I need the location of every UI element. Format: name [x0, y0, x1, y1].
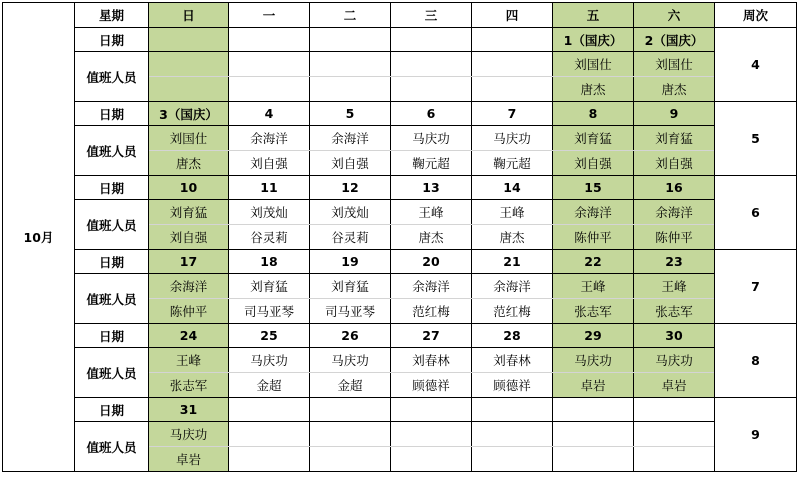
date-cell-sat: 9 [634, 102, 715, 126]
duty-person1-sat: 马庆功 [634, 348, 715, 373]
duty-person2-tue: 刘自强 [310, 151, 391, 176]
date-cell-fri: 29 [553, 324, 634, 348]
duty-person2-mon [229, 77, 310, 102]
duty-person2-sat: 刘自强 [634, 151, 715, 176]
duty-row-primary [3, 200, 797, 225]
duty-person1-thu: 王峰 [472, 200, 553, 225]
duty-person2-wed [391, 447, 472, 472]
duty-person1-tue: 马庆功 [310, 348, 391, 373]
duty-row-primary [3, 348, 797, 373]
day-header-sun: 日 [149, 3, 229, 28]
day-header-wed: 三 [391, 3, 472, 28]
month-cell: 10月 [3, 3, 75, 472]
duty-person2-mon: 谷灵莉 [229, 225, 310, 250]
date-cell-thu: 7 [472, 102, 553, 126]
duty-label: 值班人员 [75, 200, 149, 250]
date-label: 日期 [75, 102, 149, 126]
duty-person2-sun [149, 77, 229, 102]
duty-person2-fri: 刘自强 [553, 151, 634, 176]
duty-person1-wed [391, 422, 472, 447]
duty-person1-fri: 马庆功 [553, 348, 634, 373]
date-cell-wed: 20 [391, 250, 472, 274]
date-cell-mon [229, 398, 310, 422]
duty-person1-fri: 余海洋 [553, 200, 634, 225]
duty-person1-sun: 刘育猛 [149, 200, 229, 225]
duty-person2-sun: 卓岩 [149, 447, 229, 472]
date-cell-sat: 16 [634, 176, 715, 200]
duty-person1-tue: 余海洋 [310, 126, 391, 151]
date-cell-sat: 23 [634, 250, 715, 274]
duty-person1-sat: 余海洋 [634, 200, 715, 225]
date-label: 日期 [75, 398, 149, 422]
duty-row-primary [3, 126, 797, 151]
duty-person1-sat: 王峰 [634, 274, 715, 299]
date-label: 日期 [75, 324, 149, 348]
duty-person2-mon: 金超 [229, 373, 310, 398]
duty-person1-thu [472, 52, 553, 77]
date-cell-sun: 24 [149, 324, 229, 348]
duty-person2-sat: 陈仲平 [634, 225, 715, 250]
duty-person2-tue: 金超 [310, 373, 391, 398]
duty-person2-thu: 顾德祥 [472, 373, 553, 398]
duty-row-primary [3, 274, 797, 299]
duty-person2-thu: 唐杰 [472, 225, 553, 250]
date-cell-thu [472, 398, 553, 422]
duty-person2-thu [472, 77, 553, 102]
duty-person2-sun: 刘自强 [149, 225, 229, 250]
date-cell-fri: 22 [553, 250, 634, 274]
duty-person1-thu: 马庆功 [472, 126, 553, 151]
duty-person1-sun [149, 52, 229, 77]
date-cell-sat: 2（国庆） [634, 28, 715, 52]
duty-person2-thu: 鞠元超 [472, 151, 553, 176]
duty-person1-thu [472, 422, 553, 447]
day-header-tue: 二 [310, 3, 391, 28]
duty-person1-wed: 马庆功 [391, 126, 472, 151]
duty-person1-sat: 刘育猛 [634, 126, 715, 151]
date-cell-sun [149, 28, 229, 52]
date-cell-sat [634, 398, 715, 422]
duty-person1-thu: 刘春林 [472, 348, 553, 373]
date-cell-tue [310, 28, 391, 52]
duty-person2-tue: 谷灵莉 [310, 225, 391, 250]
date-cell-thu [472, 28, 553, 52]
duty-person2-sat: 唐杰 [634, 77, 715, 102]
duty-person1-mon: 刘茂灿 [229, 200, 310, 225]
duty-person2-fri: 卓岩 [553, 373, 634, 398]
duty-person1-thu: 余海洋 [472, 274, 553, 299]
day-header-sat: 六 [634, 3, 715, 28]
duty-person1-tue: 刘茂灿 [310, 200, 391, 225]
duty-label: 值班人员 [75, 422, 149, 472]
date-cell-mon: 25 [229, 324, 310, 348]
duty-person2-tue [310, 447, 391, 472]
date-cell-mon: 4 [229, 102, 310, 126]
duty-person2-thu [472, 447, 553, 472]
date-label: 日期 [75, 28, 149, 52]
date-cell-thu: 21 [472, 250, 553, 274]
duty-schedule-table [2, 2, 797, 472]
date-cell-wed: 13 [391, 176, 472, 200]
date-cell-mon: 18 [229, 250, 310, 274]
date-cell-tue: 5 [310, 102, 391, 126]
date-cell-tue: 26 [310, 324, 391, 348]
duty-person2-sat: 张志军 [634, 299, 715, 324]
date-cell-mon: 11 [229, 176, 310, 200]
date-row [3, 102, 797, 126]
date-label: 日期 [75, 176, 149, 200]
date-cell-wed: 6 [391, 102, 472, 126]
duty-person1-sun: 马庆功 [149, 422, 229, 447]
duty-person1-fri: 刘育猛 [553, 126, 634, 151]
duty-person2-fri: 陈仲平 [553, 225, 634, 250]
duty-person2-wed: 鞠元超 [391, 151, 472, 176]
duty-person2-sat [634, 447, 715, 472]
duty-person2-sun: 唐杰 [149, 151, 229, 176]
duty-person1-fri [553, 422, 634, 447]
duty-person1-fri: 王峰 [553, 274, 634, 299]
duty-person2-wed [391, 77, 472, 102]
duty-row-primary [3, 422, 797, 447]
duty-label: 值班人员 [75, 274, 149, 324]
duty-person1-mon: 刘育猛 [229, 274, 310, 299]
date-cell-wed [391, 398, 472, 422]
date-cell-mon [229, 28, 310, 52]
date-cell-fri: 1（国庆） [553, 28, 634, 52]
duty-person2-fri [553, 447, 634, 472]
duty-label: 值班人员 [75, 348, 149, 398]
duty-person1-sat [634, 422, 715, 447]
duty-person1-wed: 刘春林 [391, 348, 472, 373]
duty-person2-mon: 司马亚琴 [229, 299, 310, 324]
duty-person2-wed: 范红梅 [391, 299, 472, 324]
day-header-mon: 一 [229, 3, 310, 28]
date-cell-sun: 31 [149, 398, 229, 422]
duty-label: 值班人员 [75, 52, 149, 102]
date-cell-fri: 15 [553, 176, 634, 200]
duty-person1-mon [229, 422, 310, 447]
date-cell-sun: 17 [149, 250, 229, 274]
header-row [3, 3, 797, 28]
duty-label: 值班人员 [75, 126, 149, 176]
week-number: 5 [715, 102, 797, 176]
duty-person2-sat: 卓岩 [634, 373, 715, 398]
duty-person2-mon [229, 447, 310, 472]
duty-person1-sun: 余海洋 [149, 274, 229, 299]
date-row [3, 176, 797, 200]
date-label: 日期 [75, 250, 149, 274]
date-cell-fri: 8 [553, 102, 634, 126]
date-cell-wed: 27 [391, 324, 472, 348]
duty-person1-fri: 刘国仕 [553, 52, 634, 77]
week-number: 8 [715, 324, 797, 398]
date-cell-thu: 14 [472, 176, 553, 200]
week-number: 7 [715, 250, 797, 324]
date-row [3, 324, 797, 348]
date-cell-tue: 12 [310, 176, 391, 200]
duty-person2-tue: 司马亚琴 [310, 299, 391, 324]
date-cell-wed [391, 28, 472, 52]
duty-person2-wed: 顾德祥 [391, 373, 472, 398]
duty-person2-fri: 唐杰 [553, 77, 634, 102]
day-header-fri: 五 [553, 3, 634, 28]
date-cell-fri [553, 398, 634, 422]
date-cell-sun: 3（国庆） [149, 102, 229, 126]
date-row [3, 398, 797, 422]
date-cell-tue [310, 398, 391, 422]
date-row [3, 250, 797, 274]
duty-person2-fri: 张志军 [553, 299, 634, 324]
duty-person1-tue [310, 422, 391, 447]
date-cell-sun: 10 [149, 176, 229, 200]
duty-person2-tue [310, 77, 391, 102]
duty-person1-wed [391, 52, 472, 77]
week-number-header: 周次 [715, 3, 797, 28]
duty-person1-sun: 刘国仕 [149, 126, 229, 151]
duty-person2-sun: 张志军 [149, 373, 229, 398]
duty-person1-sun: 王峰 [149, 348, 229, 373]
duty-person1-mon: 余海洋 [229, 126, 310, 151]
duty-person2-sun: 陈仲平 [149, 299, 229, 324]
date-cell-tue: 19 [310, 250, 391, 274]
duty-person2-wed: 唐杰 [391, 225, 472, 250]
week-number: 4 [715, 28, 797, 102]
duty-person1-wed: 余海洋 [391, 274, 472, 299]
week-number: 9 [715, 398, 797, 472]
date-row [3, 28, 797, 52]
week-number: 6 [715, 176, 797, 250]
weekday-label: 星期 [75, 3, 149, 28]
duty-person2-mon: 刘自强 [229, 151, 310, 176]
duty-person1-tue: 刘育猛 [310, 274, 391, 299]
duty-person2-thu: 范红梅 [472, 299, 553, 324]
date-cell-sat: 30 [634, 324, 715, 348]
duty-person1-wed: 王峰 [391, 200, 472, 225]
duty-person1-mon [229, 52, 310, 77]
duty-person1-sat: 刘国仕 [634, 52, 715, 77]
duty-row-primary [3, 52, 797, 77]
day-header-thu: 四 [472, 3, 553, 28]
date-cell-thu: 28 [472, 324, 553, 348]
duty-person1-mon: 马庆功 [229, 348, 310, 373]
duty-person1-tue [310, 52, 391, 77]
